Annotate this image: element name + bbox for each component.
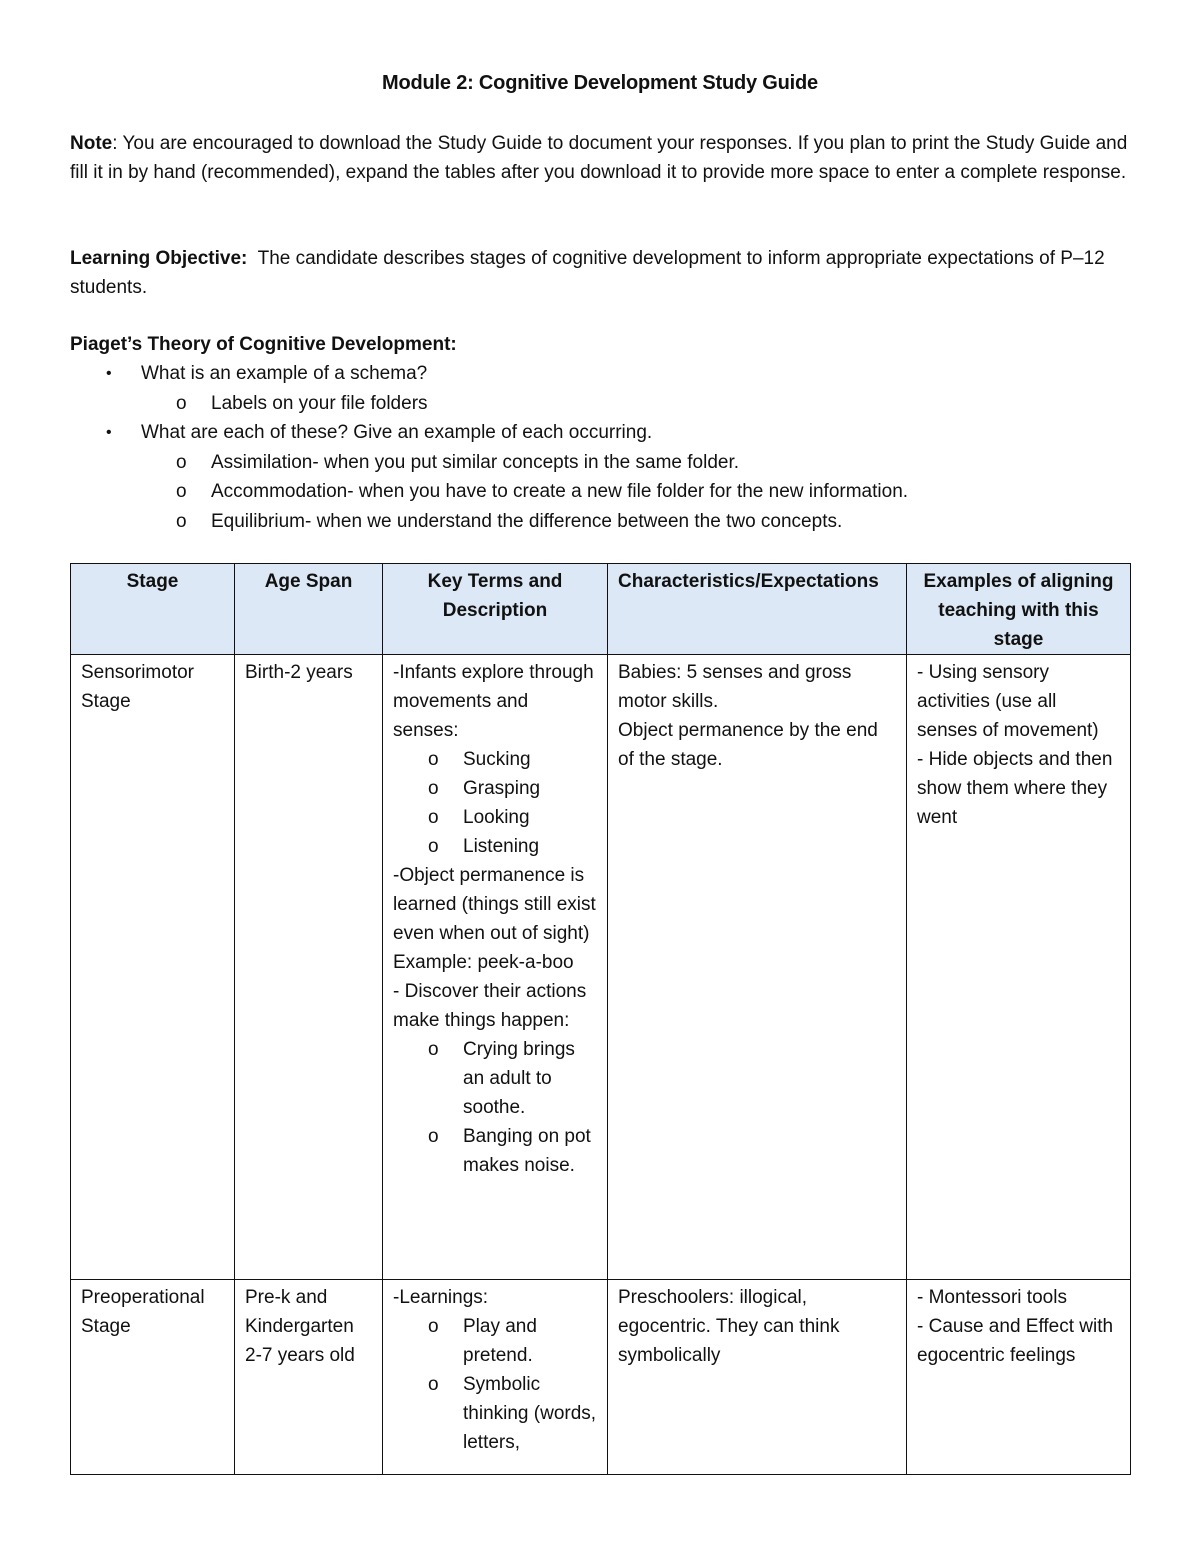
header-stage: Stage [71, 564, 235, 655]
key-terms-list [393, 1312, 597, 1457]
question-processes: What are each of these? Give an example of each occurring. [141, 422, 653, 443]
objective-label: Learning Objective: [70, 248, 248, 269]
note-label: Note [70, 133, 113, 154]
cell-key-terms: -Learnings: o Play and pretend. o Symbolic thinking (words, letters, [383, 1280, 608, 1475]
list-item [70, 448, 1140, 478]
page-title: Module 2: Cognitive Development Study Guide [382, 72, 818, 94]
cell-key-terms: -Infants explore through movements and senses: o Sucking o Grasping o Looking o Listening -Object permanence is learned (things still exist even when out of sight) Example: peek-a-boo - Discover their actions make things happen: o Crying brings an adult to soothe. o Banging on pot makes noise. [383, 655, 608, 1280]
answer-accommodation: Accommodation- when you have to create a new file folder for the new information. [211, 481, 909, 502]
table-row [71, 655, 1131, 1280]
sub-bullet-icon: o [428, 1316, 439, 1337]
learning-objective [70, 244, 1140, 303]
note-paragraph [70, 129, 1140, 188]
sub-bullet-icon: o [428, 1374, 439, 1395]
cell-examples: - Montessori tools - Cause and Effect with egocentric feelings [907, 1280, 1131, 1475]
cell-characteristics: Babies: 5 senses and gross motor skills. Object permanence by the end of the stage. [608, 655, 907, 1280]
question-schema: What is an example of a schema? [141, 363, 428, 384]
sub-bullet-icon: o [428, 749, 439, 770]
list-item [70, 359, 1140, 389]
sub-bullet-icon: o [428, 836, 439, 857]
cell-examples: - Using sensory activities (use all senses of movement) - Hide objects and then show them where they went [907, 655, 1131, 1280]
header-key-terms: Key Terms and Description [383, 564, 608, 655]
stages-table [70, 563, 1131, 1475]
list-item [70, 389, 1140, 419]
sub-bullet-icon: o [428, 1126, 439, 1147]
bullet-icon: • [106, 424, 112, 441]
list-item [70, 418, 1140, 448]
sub-bullet-icon: o [428, 778, 439, 799]
piaget-outline [70, 359, 1140, 536]
piaget-heading: Piaget’s Theory of Cognitive Development: [70, 334, 457, 355]
sub-bullet-icon: o [176, 481, 187, 502]
table-row [71, 1280, 1131, 1475]
sub-bullet-icon: o [428, 1039, 439, 1060]
list-item: o Symbolic thinking (words, letters, [393, 1370, 597, 1457]
list-item: o Listening [393, 832, 597, 861]
cell-age: Pre-k and Kindergarten 2-7 years old [235, 1280, 383, 1475]
sub-bullet-icon: o [176, 392, 187, 414]
answer-schema: Labels on your file folders [211, 392, 428, 414]
bullet-icon: • [106, 365, 112, 382]
list-item: o Looking [393, 803, 597, 832]
sub-bullet-icon: o [176, 510, 187, 532]
key-terms-list [393, 1035, 597, 1180]
list-item: o Grasping [393, 774, 597, 803]
list-item: o Crying brings an adult to soothe. [393, 1035, 597, 1122]
header-characteristics: Characteristics/Expectations [608, 564, 907, 655]
cell-age: Birth-2 years [235, 655, 383, 1280]
answer-equilibrium: Equilibrium- when we understand the difference between the two concepts. [211, 510, 843, 532]
cell-stage: Preoperational Stage [71, 1280, 235, 1475]
list-item [70, 477, 1140, 507]
key-terms-list [393, 745, 597, 861]
table-header-row [71, 564, 1131, 655]
sub-bullet-icon: o [428, 807, 439, 828]
list-item: o Banging on pot makes noise. [393, 1122, 597, 1180]
list-item: o Sucking [393, 745, 597, 774]
sub-bullet-icon: o [176, 451, 187, 473]
header-examples: Examples of aligning teaching with this stage [907, 564, 1131, 655]
header-age-span: Age Span [235, 564, 383, 655]
list-item: o Play and pretend. [393, 1312, 597, 1370]
list-item [70, 507, 1140, 537]
note-text: : You are encouraged to download the Study Guide to document your responses. If you plan to print the Study Guide and fill it in by hand (recommended), expand the tables after you download it to provide more space to enter a complete response. [70, 133, 1128, 184]
answer-assimilation: Assimilation- when you put similar concepts in the same folder. [211, 451, 740, 473]
cell-stage: Sensorimotor Stage [71, 655, 235, 1280]
cell-characteristics: Preschoolers: illogical, egocentric. They can think symbolically [608, 1280, 907, 1475]
objective-text: The candidate describes stages of cognitive development to inform appropriate expectations of P–12 students. [70, 248, 1110, 299]
